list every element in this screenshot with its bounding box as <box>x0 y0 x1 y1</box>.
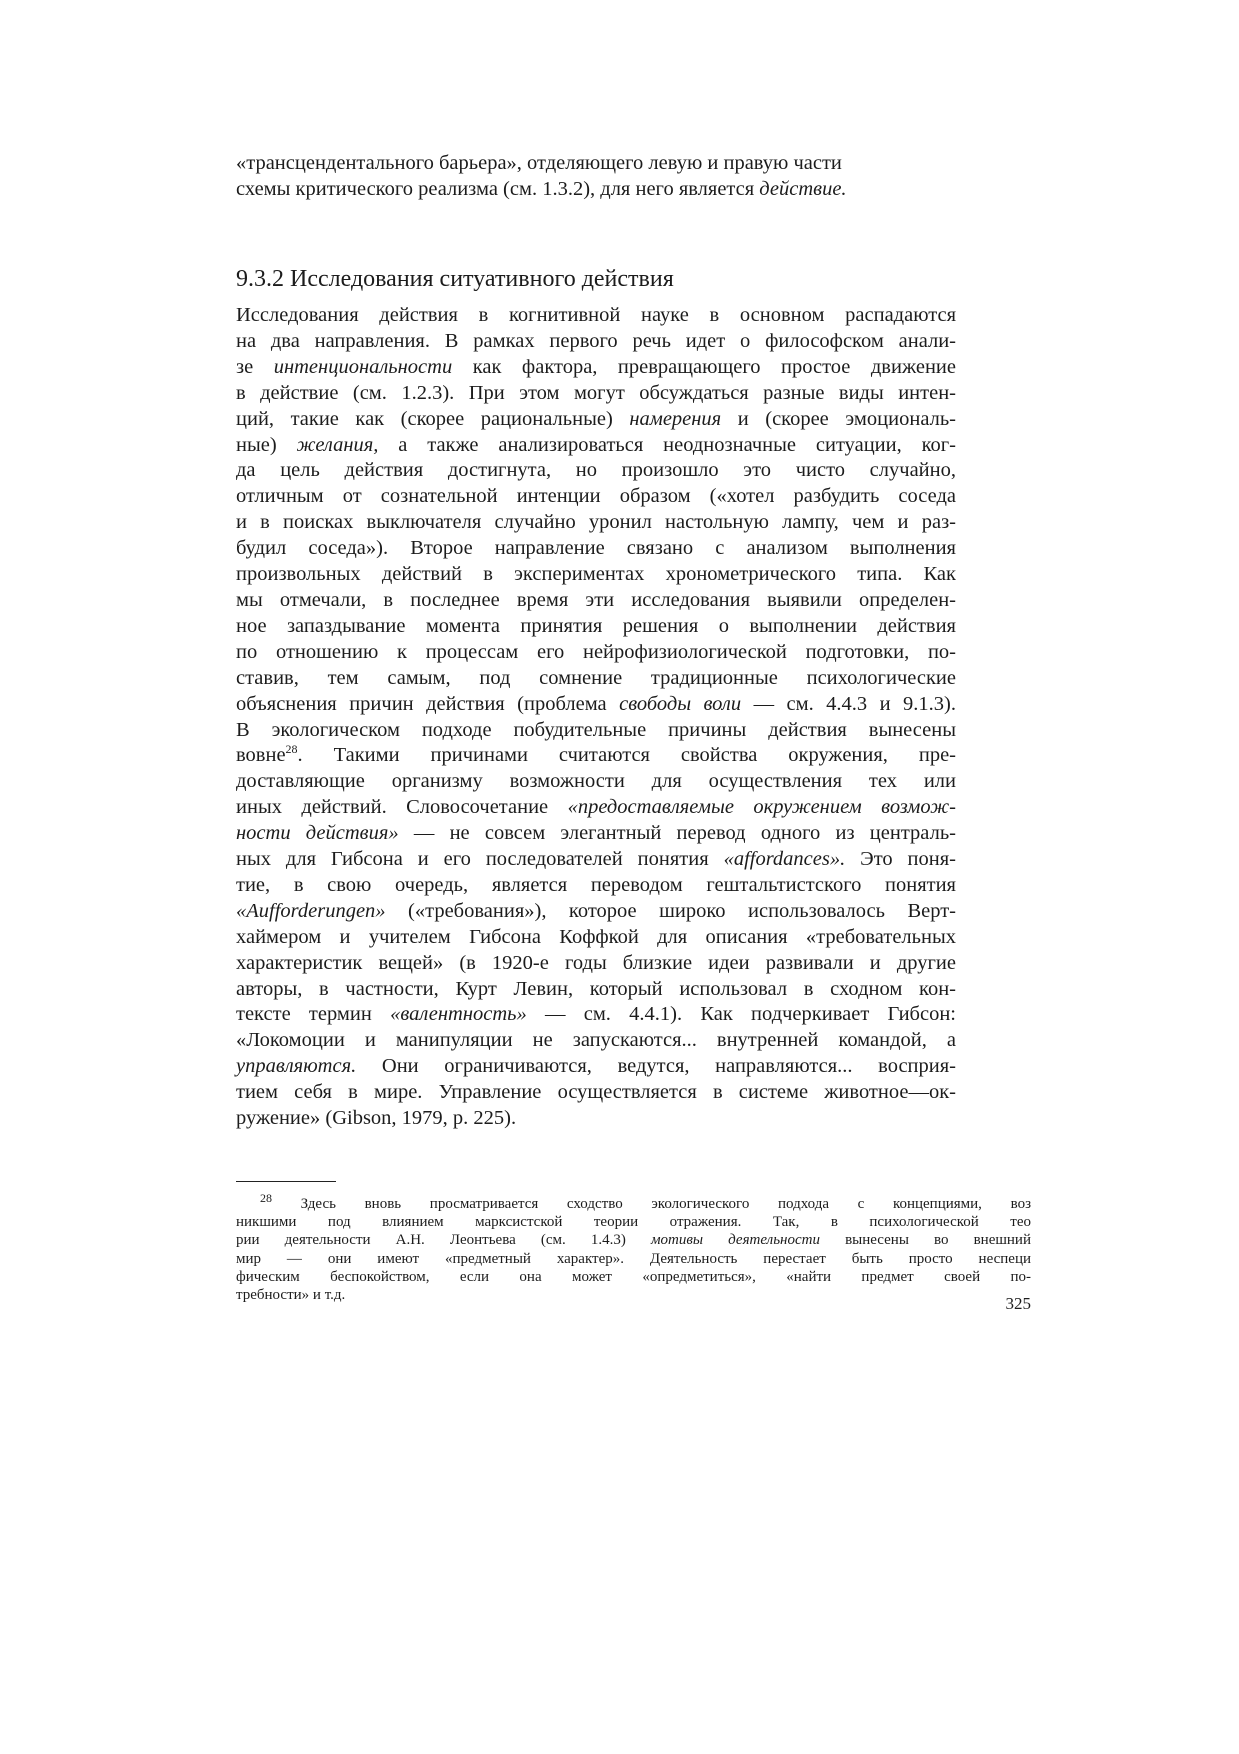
body-line: Исследования действия в когнитивной науке в основном распадаются <box>236 304 956 326</box>
body-line: ных для Гибсона и его последователей понятия «affordances». Это поня- <box>236 848 957 871</box>
body-line: мы отмечали, в последнее время эти исследования выявили определен- <box>236 588 956 611</box>
body-line: «Локомоции и манипуляции не запускаются... внутренней командой, а <box>236 1029 956 1052</box>
body-line: ставив, тем самым, под сомнение традиционные психологические <box>236 666 956 689</box>
body-line: тие, в свою очередь, является переводом гештальтистского понятия <box>236 873 956 896</box>
intro-paragraph <box>236 150 956 202</box>
body-line: произвольных действий в экспериментах хронометрического типа. Как <box>236 563 956 586</box>
intro-line: «трансцендентального барьера», отделяющего левую и правую части <box>236 152 842 174</box>
body-line: отличным от сознательной интенции образом («хотел разбудить соседа <box>236 485 956 508</box>
footnote <box>236 1191 1031 1304</box>
body-line: ности действия» — не совсем элегантный перевод одного из централь- <box>236 822 956 845</box>
term-valence: «валентность» <box>390 1003 527 1026</box>
body-line: да цель действия достигнута, но произошло это чисто случайно, <box>236 459 956 482</box>
term-activity-motives: мотивы деятельности <box>650 1232 820 1249</box>
footnote-line: требности» и т.д. <box>236 1287 346 1304</box>
body-line: вовне$^{28}$. Такими причинами считаются свойства окружения, пре- <box>236 742 956 767</box>
footnote-line: фическим беспокойством, если она может «опредметиться», «найти предмет своей по- <box>236 1268 1031 1285</box>
body-line: и в поисках выключателя случайно уронил настольную лампу, чем и раз- <box>236 511 956 534</box>
footnote-ref: 28 <box>285 742 298 757</box>
body-line: В экологическом подходе побудительные причины действия вынесены <box>236 718 956 741</box>
footnote-line: мир — они имеют «предметный характер». Деятельность перестает быть просто неспеци <box>236 1250 1031 1267</box>
term-desires: желания, <box>296 433 379 456</box>
section-heading: 9.3.2 Исследования ситуативного действия <box>236 266 674 292</box>
body-line: тексте термин «валентность» — см. 4.4.1). Как подчеркивает Гибсон: <box>236 1003 957 1026</box>
footnote-line: рии деятельности А.Н. Леонтьева (см. 1.4.3) мотивы деятельности вынесены во внешний <box>236 1232 1031 1249</box>
body-line: ные) желания, а также анализироваться неоднозначные ситуации, ког- <box>236 433 957 456</box>
body-line: характеристик вещей» (в 1920-е годы близкие идеи развивали и другие <box>236 951 956 974</box>
body-line: в действие (см. 1.2.3). При этом могут обсуждаться разные виды интен- <box>236 381 956 404</box>
term-affordance-translation-cont: ности действия» <box>236 822 399 845</box>
body-line: хаймером и учителем Гибсона Коффкой для описания «требовательных <box>236 925 956 948</box>
term-affordances: «affordances». <box>723 848 846 871</box>
footnote-line: $^{28}$ Здесь вновь просматривается сходство экологического подхода с концепциями, воз <box>260 1191 1031 1212</box>
body-line: «Aufforderungen» («требования»), которое широко использовалось Верт- <box>236 899 956 922</box>
body-line: доставляющие организму возможности для осуществления тех или <box>236 770 956 793</box>
body-line: ное запаздывание момента принятия решения о выполнении действия <box>236 614 956 637</box>
body-line: объяснения причин действия (проблема свободы воли — см. 4.4.3 и 9.1.3). <box>236 692 956 715</box>
body-line: ружение» (Gibson, 1979, p. 225). <box>236 1107 517 1130</box>
page-number: 325 <box>1005 1294 1031 1313</box>
intro-emphasis: действие. <box>759 178 847 200</box>
body-line: тием себя в мире. Управление осуществляется в системе животное—ок- <box>236 1081 956 1104</box>
body-line: на два направления. В рамках первого речь идет о философском анали- <box>236 329 956 352</box>
term-aufforderungen: «Aufforderungen» <box>236 899 386 922</box>
term-controlled: управляются. <box>236 1055 357 1078</box>
body-line: зе интенциональности как фактора, превращающего простое движение <box>236 355 956 378</box>
term-affordance-translation: «предоставляемые окружением возмож- <box>567 796 956 819</box>
term-intentionality: интенциональности <box>273 355 453 378</box>
footnote-line: никшими под влиянием марксистской теории отражения. Так, в психологической тео <box>236 1214 1031 1231</box>
body-paragraph <box>236 303 956 1132</box>
body-line: управляются. Они ограничиваются, ведутся, направляются... восприя- <box>236 1055 956 1078</box>
footnote-marker: 28 <box>260 1191 272 1205</box>
body-line: ций, такие как (скорее рациональные) намерения и (скорее эмоциональ- <box>236 407 957 430</box>
term-free-will: свободы воли <box>619 692 742 715</box>
body-line: авторы, в частности, Курт Левин, который использовал в сходном кон- <box>236 977 956 1000</box>
body-line: иных действий. Словосочетание «предоставляемые окружением возмож- <box>236 796 956 819</box>
term-intentions: намерения <box>629 407 722 430</box>
footnote-divider <box>236 1181 336 1182</box>
body-line: будил соседа»). Второе направление связано с анализом выполнения <box>236 537 956 560</box>
body-line: по отношению к процессам его нейрофизиологической подготовки, по- <box>236 640 956 663</box>
intro-line: схемы критического реализма (см. 1.3.2), для него является действие. <box>236 178 847 200</box>
